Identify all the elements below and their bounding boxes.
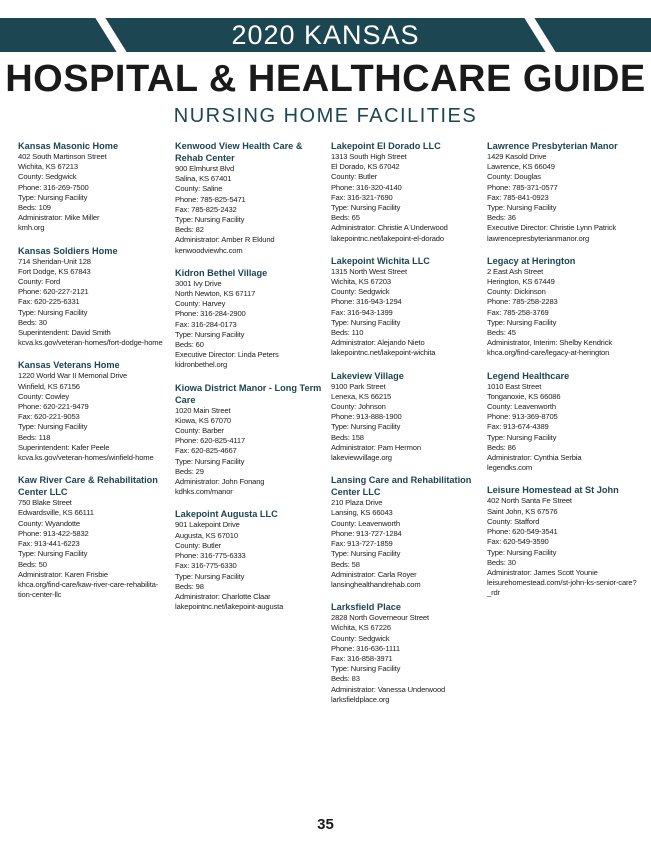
- facility-detail-line: Superintendent: David Smith: [18, 328, 111, 338]
- facility-detail-line: Beds: 83: [331, 674, 360, 684]
- facility-detail-line: Phone: 913-422-5832: [18, 528, 89, 538]
- facility-detail-line: 3001 Ivy Drive: [175, 278, 222, 288]
- facility-detail-line[interactable]: khca.org/find-care/kaw-river-care-rehabilita-tion-center-llc: [18, 579, 159, 600]
- facility-detail-line: County: Sedgwick: [331, 287, 390, 297]
- facility-entry: [331, 140, 481, 244]
- page-title: HOSPITAL & HEALTHCARE GUIDE: [5, 58, 646, 100]
- facility-detail-line: County: Barber: [175, 426, 224, 436]
- facility-detail-line: Beds: 45: [487, 328, 516, 338]
- facility-entry: [18, 140, 168, 234]
- facility-detail-line[interactable]: khca.org/find-care/legacy-at-herington: [487, 348, 610, 358]
- facility-detail-line: County: Leavenworth: [487, 402, 556, 412]
- facility-detail-line: Wichita, KS 67203: [331, 277, 391, 287]
- facility-detail-line: 1313 South High Street: [331, 152, 407, 161]
- facility-detail-line: Salina, KS 67401: [175, 174, 232, 184]
- facility-details: [331, 498, 481, 590]
- facility-detail-line: Phone: 785-258-2283: [487, 297, 558, 307]
- facility-detail-line: Type: Nursing Facility: [331, 664, 401, 674]
- facility-detail-line: Beds: 50: [18, 559, 47, 569]
- facility-name: Lakeview Village: [331, 370, 404, 381]
- facility-details: [331, 267, 481, 359]
- facility-detail-line[interactable]: larksfieldplace.org: [331, 694, 390, 704]
- facility-detail-line[interactable]: lakepointnc.net/lakepoint-wichita: [331, 348, 436, 358]
- facility-detail-line: Administrator: Alejando Nieto: [331, 338, 425, 348]
- facility-detail-line: Type: Nursing Facility: [487, 203, 557, 213]
- facility-detail-line: County: Ford: [18, 277, 61, 287]
- facility-detail-line: Phone: 913-727-1284: [331, 528, 402, 538]
- facility-name: Kansas Veterans Home: [18, 360, 120, 371]
- facility-detail-line: Wichita, KS 67226: [331, 623, 391, 633]
- facility-detail-line: Lansing, KS 66043: [331, 508, 393, 518]
- facility-detail-line: Type: Nursing Facility: [175, 329, 245, 339]
- facility-details: [487, 496, 637, 598]
- listing-column: [487, 140, 637, 610]
- facility-detail-line: Lawrence, KS 66049: [487, 162, 555, 172]
- facility-detail-line: Type: Nursing Facility: [487, 432, 557, 442]
- facility-detail-line: Phone: 316-269-7500: [18, 182, 89, 192]
- facility-name: Kansas Masonic Home: [18, 141, 119, 151]
- facility-detail-line: 2 East Ash Street: [487, 266, 544, 276]
- facility-details: [331, 382, 481, 464]
- facility-entry: [18, 245, 168, 349]
- facility-details: [175, 520, 325, 612]
- facility-entry: [487, 255, 637, 359]
- facility-detail-line: Superintendent: Kafer Peele: [18, 442, 110, 452]
- facility-detail-line: 900 Elmhurst Blvd: [175, 164, 235, 173]
- facility-entry: [331, 255, 481, 359]
- facility-detail-line: 402 North Santa Fe Street: [487, 496, 572, 506]
- facility-name: Legacy at Herington: [487, 255, 576, 266]
- facility-name: Kenwood View Health Care & Rehab Center: [175, 141, 303, 163]
- facility-detail-line: County: Butler: [175, 540, 222, 550]
- facility-details: [18, 257, 168, 349]
- facility-details: [18, 152, 168, 234]
- facility-detail-line: Fax: 620-221-9053: [18, 412, 80, 422]
- facility-detail-line: Kiowa, KS 67070: [175, 415, 232, 425]
- facility-detail-line[interactable]: kdhks.com/manor: [175, 487, 233, 497]
- facility-detail-line: Tonganoxie, KS 66086: [487, 391, 561, 401]
- facility-detail-line: Fax: 316-775-6330: [175, 561, 237, 571]
- facility-detail-line: Lenexa, KS 66215: [331, 391, 392, 401]
- facility-detail-line: Fax: 785-841-0923: [487, 192, 549, 202]
- facility-name: Larksfield Place: [331, 602, 401, 613]
- facility-detail-line: Type: Nursing Facility: [331, 549, 401, 559]
- facility-details: [331, 152, 481, 244]
- banner-title: 2020 KANSAS: [231, 20, 420, 50]
- facility-detail-line[interactable]: lawrencepresbyterianmanor.org: [487, 233, 590, 243]
- facility-detail-line[interactable]: legendks.com: [487, 463, 533, 473]
- facility-detail-line: Type: Nursing Facility: [18, 192, 88, 202]
- facility-detail-line: Beds: 118: [18, 432, 51, 442]
- facility-detail-line: Augusta, KS 67010: [175, 530, 238, 540]
- facility-detail-line: 1315 North West Street: [331, 266, 407, 276]
- facility-entry: [18, 359, 168, 463]
- facility-detail-line: 9100 Park Street: [331, 381, 386, 391]
- facility-detail-line: Beds: 86: [487, 442, 516, 452]
- facility-detail-line: Fax: 913-727-1859: [331, 539, 393, 549]
- facility-detail-line: Beds: 29: [175, 466, 204, 476]
- facility-detail-line: County: Sedgwick: [18, 172, 77, 182]
- facility-detail-line: Phone: 620-221-9479: [18, 402, 89, 412]
- facility-detail-line: Winfield, KS 67156: [18, 381, 80, 391]
- facility-entry: [175, 140, 325, 256]
- facility-detail-line: Fax: 316-943-1399: [331, 307, 393, 317]
- facility-detail-line: County: Johnson: [331, 402, 386, 412]
- facility-detail-line: 210 Plaza Drive: [331, 498, 383, 508]
- facility-entry: [175, 267, 325, 371]
- facility-detail-line: Beds: 109: [18, 203, 51, 213]
- facility-detail-line: Beds: 158: [331, 432, 364, 442]
- facility-detail-line: Fax: 620-549-3590: [487, 537, 549, 547]
- facility-detail-line: Beds: 110: [331, 328, 364, 338]
- facility-detail-line[interactable]: leisurehomestead.com/st-john-ks-senior-care?_rdr: [487, 578, 637, 598]
- facility-entry: [487, 140, 637, 244]
- facility-detail-line: Fax: 785-825-2432: [175, 204, 237, 214]
- facility-detail-line: 402 South Martinson Street: [18, 152, 107, 161]
- facility-detail-line: Phone: 785-371-0577: [487, 182, 558, 192]
- facility-detail-line: Fax: 316-858-3971: [331, 653, 393, 663]
- facility-detail-line: Administrator: Karen Frisbie: [18, 569, 108, 579]
- facility-detail-line: 714 Sheridan-Unit 128: [18, 256, 91, 266]
- facility-detail-line: Administrator: Mike Miller: [18, 213, 100, 223]
- facility-detail-line: 1220 World War II Memorial Drive: [18, 371, 128, 381]
- facility-detail-line[interactable]: lakepointnc.net/lakepoint-augusta: [175, 602, 284, 612]
- facility-detail-line: Beds: 58: [331, 559, 360, 569]
- facility-details: [175, 164, 325, 256]
- facility-detail-line: County: Butler: [331, 172, 378, 182]
- facility-detail-line: Executive Director: Linda Peters: [175, 350, 279, 360]
- facility-detail-line: Phone: 785-825-5471: [175, 194, 246, 204]
- facility-entry: [487, 370, 637, 474]
- facility-detail-line: Beds: 60: [175, 340, 204, 350]
- facility-detail-line: Type: Nursing Facility: [331, 203, 401, 213]
- facility-details: [175, 406, 325, 498]
- facility-detail-line: Administrator: Pam Hermon: [331, 442, 421, 452]
- facility-entry: [175, 508, 325, 612]
- facility-detail-line[interactable]: lansinghealthandrehab.com: [331, 579, 421, 589]
- facility-entry: [331, 474, 481, 590]
- facility-name: Lansing Care and Rehabilitation Center LLC: [331, 475, 472, 498]
- facility-detail-line: Beds: 82: [175, 225, 204, 235]
- facility-detail-line: Phone: 620-825-4117: [175, 436, 246, 446]
- facility-detail-line: Type: Nursing Facility: [18, 307, 88, 317]
- facility-detail-line[interactable]: lakeviewvillage.org: [331, 453, 392, 463]
- facility-detail-line: Phone: 620-227-2121: [18, 287, 89, 297]
- facility-detail-line: Type: Nursing Facility: [487, 547, 557, 557]
- facility-detail-line: Type: Nursing Facility: [175, 456, 245, 466]
- header-banner: [0, 18, 651, 52]
- facility-entry: [331, 601, 481, 705]
- facility-detail-line: Fax: 620-825-4667: [175, 446, 237, 456]
- listing-column: [331, 140, 481, 716]
- facility-detail-line: North Newton, KS 67117: [175, 289, 256, 299]
- facility-entry: [18, 474, 168, 600]
- facility-detail-line: County: Sedgwick: [331, 633, 390, 643]
- facility-detail-line[interactable]: kenwoodviewhc.com: [175, 245, 243, 255]
- listing-column: [18, 140, 168, 611]
- facility-detail-line: Type: Nursing Facility: [331, 422, 401, 432]
- facility-details: [487, 382, 637, 474]
- facility-detail-line: Type: Nursing Facility: [175, 215, 245, 225]
- facility-detail-line: Type: Nursing Facility: [487, 317, 557, 327]
- facility-detail-line[interactable]: kcva.ks.gov/veteran-homes/fort-dodge-home: [18, 338, 163, 348]
- facility-detail-line: Wichita, KS 67213: [18, 162, 78, 172]
- facility-detail-line: Type: Nursing Facility: [18, 422, 88, 432]
- facility-detail-line: County: Leavenworth: [331, 518, 400, 528]
- facility-detail-line: Administrator: Cynthia Serbia: [487, 453, 582, 463]
- facility-detail-line: Fax: 913-674-4389: [487, 422, 549, 432]
- facility-detail-line: Beds: 36: [487, 213, 516, 223]
- facility-detail-line: Phone: 316-943-1294: [331, 297, 402, 307]
- facility-name: Lakepoint Wichita LLC: [331, 255, 430, 266]
- facility-detail-line: County: Cowley: [18, 391, 70, 401]
- facility-detail-line: Administrator: John Fonang: [175, 477, 265, 487]
- facility-detail-line: Administrator: Charlotte Claar: [175, 591, 271, 601]
- facility-details: [18, 498, 168, 600]
- facility-name: Lakepoint El Dorado LLC: [331, 141, 441, 151]
- facility-entry: [175, 382, 325, 498]
- facility-detail-line[interactable]: kidronbethel.org: [175, 360, 228, 370]
- facility-detail-line: Herington, KS 67449: [487, 277, 555, 287]
- facility-detail-line: County: Dickinson: [487, 287, 546, 297]
- facility-detail-line[interactable]: kcva.ks.gov/veteran-homes/winfield-home: [18, 453, 154, 463]
- facility-detail-line: 750 Blake Street: [18, 498, 72, 508]
- facility-detail-line: Saint John, KS 67576: [487, 506, 558, 516]
- facility-entry: [487, 484, 637, 598]
- facility-detail-line: Administrator, Interim: Shelby Kendrick: [487, 338, 612, 348]
- facility-detail-line: Phone: 620-549-3541: [487, 527, 558, 537]
- facility-name: Kaw River Care & Rehabilitation Center LLC: [18, 475, 158, 498]
- facility-name: Leisure Homestead at St John: [487, 485, 619, 496]
- facility-detail-line: Administrator: Christie A Underwood: [331, 223, 448, 233]
- facility-detail-line: Type: Nursing Facility: [18, 549, 88, 559]
- facility-name: Lakepoint Augusta LLC: [175, 509, 278, 520]
- facility-detail-line: 901 Lakepoint Drive: [175, 520, 240, 530]
- facility-entry: [331, 370, 481, 464]
- facility-detail-line: County: Harvey: [175, 299, 226, 309]
- facility-detail-line: Fax: 316-284-0173: [175, 319, 237, 329]
- facility-detail-line: Administrator: Carla Royer: [331, 569, 417, 579]
- facility-detail-line: Fax: 620-225-6331: [18, 297, 80, 307]
- facility-name: Kansas Soldiers Home: [18, 245, 118, 256]
- facility-detail-line[interactable]: kmh.org: [18, 223, 45, 233]
- facility-details: [18, 371, 168, 463]
- listing-columns: [18, 140, 638, 800]
- facility-detail-line: County: Wyandotte: [18, 518, 80, 528]
- facility-detail-line: Phone: 316-636-1111: [331, 643, 400, 653]
- facility-details: [175, 279, 325, 371]
- facility-detail-line: Beds: 30: [18, 317, 47, 327]
- facility-detail-line: Administrator: Vanessa Underwood: [331, 684, 446, 694]
- facility-detail-line: Beds: 65: [331, 213, 360, 223]
- facility-detail-line: El Dorado, KS 67042: [331, 162, 400, 172]
- facility-detail-line: Type: Nursing Facility: [331, 317, 401, 327]
- facility-detail-line: County: Stafford: [487, 516, 540, 526]
- facility-name: Kiowa District Manor - Long Term Care: [175, 382, 322, 405]
- facility-detail-line: Phone: 316-775-6333: [175, 551, 246, 561]
- page-number: 35: [317, 816, 334, 833]
- facility-name: Kidron Bethel Village: [175, 267, 268, 278]
- facility-detail-line: Executive Director: Christie Lynn Patrick: [487, 223, 617, 233]
- facility-detail-line: Phone: 913-369-8705: [487, 412, 558, 422]
- listing-column: [175, 140, 325, 623]
- facility-detail-line: Fort Dodge, KS 67843: [18, 266, 91, 276]
- facility-detail-line: 1429 Kasold Drive: [487, 152, 547, 161]
- facility-detail-line: Type: Nursing Facility: [175, 571, 245, 581]
- facility-detail-line: Fax: 785-258-3769: [487, 307, 549, 317]
- facility-detail-line: Edwardsville, KS 66111: [18, 508, 94, 518]
- facility-detail-line: Beds: 98: [175, 581, 204, 591]
- facility-detail-line: Fax: 913-441-6223: [18, 539, 80, 549]
- facility-detail-line: 2828 North Governeour Street: [331, 613, 429, 623]
- facility-detail-line: County: Saline: [175, 184, 223, 194]
- facility-details: [331, 613, 481, 705]
- facility-detail-line: 1020 Main Street: [175, 405, 231, 415]
- facility-name: Legend Healthcare: [487, 370, 570, 381]
- facility-detail-line: 1010 East Street: [487, 381, 542, 391]
- facility-detail-line: Beds: 30: [487, 557, 516, 567]
- facility-details: [487, 152, 637, 244]
- facility-details: [487, 267, 637, 359]
- facility-detail-line: Phone: 316-284-2900: [175, 309, 246, 319]
- facility-detail-line: Administrator: Amber R Eklund: [175, 235, 275, 245]
- facility-detail-line: County: Douglas: [487, 172, 541, 182]
- facility-detail-line: Phone: 316-320-4140: [331, 182, 402, 192]
- section-subtitle: NURSING HOME FACILITIES: [173, 105, 478, 127]
- facility-detail-line: Administrator: James Scott Younie: [487, 567, 598, 577]
- facility-detail-line[interactable]: lakepointnc.net/lakepoint-el-dorado: [331, 233, 444, 243]
- facility-detail-line: Fax: 316-321-7690: [331, 192, 393, 202]
- facility-detail-line: Phone: 913-888-1900: [331, 412, 402, 422]
- facility-name: Lawrence Presbyterian Manor: [487, 141, 618, 151]
